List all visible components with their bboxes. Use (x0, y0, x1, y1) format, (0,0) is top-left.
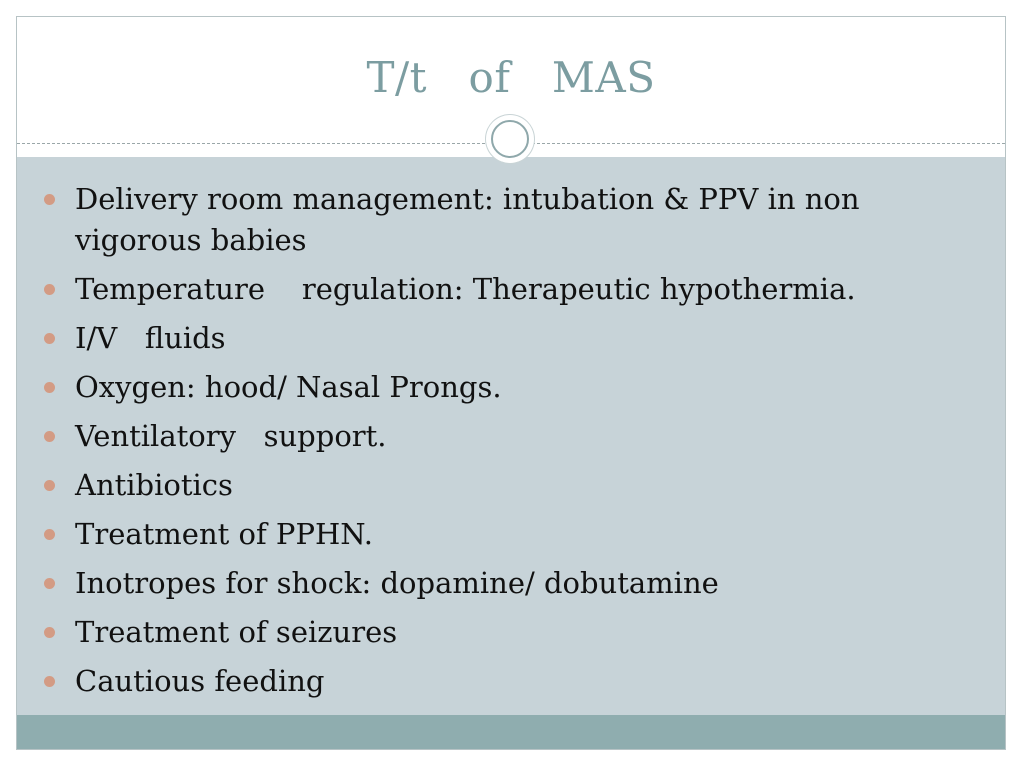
content-area (17, 157, 1005, 715)
bullet-text: Oxygen: hood/ Nasal Prongs. (75, 370, 502, 404)
slide-title: T/t of MAS (366, 53, 656, 102)
bullet-item (75, 514, 905, 555)
bullet-text: Antibiotics (75, 468, 233, 502)
bullet-item (75, 465, 905, 506)
bullet-icon (44, 333, 55, 344)
bullet-item (75, 416, 905, 457)
bullet-item (75, 563, 905, 604)
bullet-text: Temperature regulation: Therapeutic hypothermia. (75, 272, 856, 306)
bullet-text: Inotropes for shock: dopamine/ dobutamine (75, 566, 719, 600)
bullet-icon (44, 431, 55, 442)
bullet-text: Ventilatory support. (75, 419, 387, 453)
bullet-item (75, 269, 905, 310)
bullet-icon (44, 529, 55, 540)
bullet-text: Treatment of PPHN. (75, 517, 373, 551)
bullet-item (75, 612, 905, 653)
bottom-band (17, 715, 1005, 750)
bullet-item (75, 318, 905, 359)
ring-inner-icon (491, 120, 529, 158)
ring-ornament-icon (486, 115, 534, 163)
bullet-text: Delivery room management: intubation & PPV in non vigorous babies (75, 182, 869, 257)
bullet-text: Cautious feeding (75, 664, 325, 698)
slide (16, 16, 1006, 750)
bullet-icon (44, 284, 55, 295)
bullet-item (75, 367, 905, 408)
bullet-text: Treatment of seizures (75, 615, 398, 649)
bullet-icon (44, 382, 55, 393)
bullet-icon (44, 578, 55, 589)
bullet-text: I/V fluids (75, 321, 226, 355)
bullet-icon (44, 194, 55, 205)
bullet-list (75, 179, 905, 710)
bullet-item (75, 661, 905, 702)
bullet-item (75, 179, 905, 261)
bullet-icon (44, 480, 55, 491)
bullet-icon (44, 676, 55, 687)
bullet-icon (44, 627, 55, 638)
